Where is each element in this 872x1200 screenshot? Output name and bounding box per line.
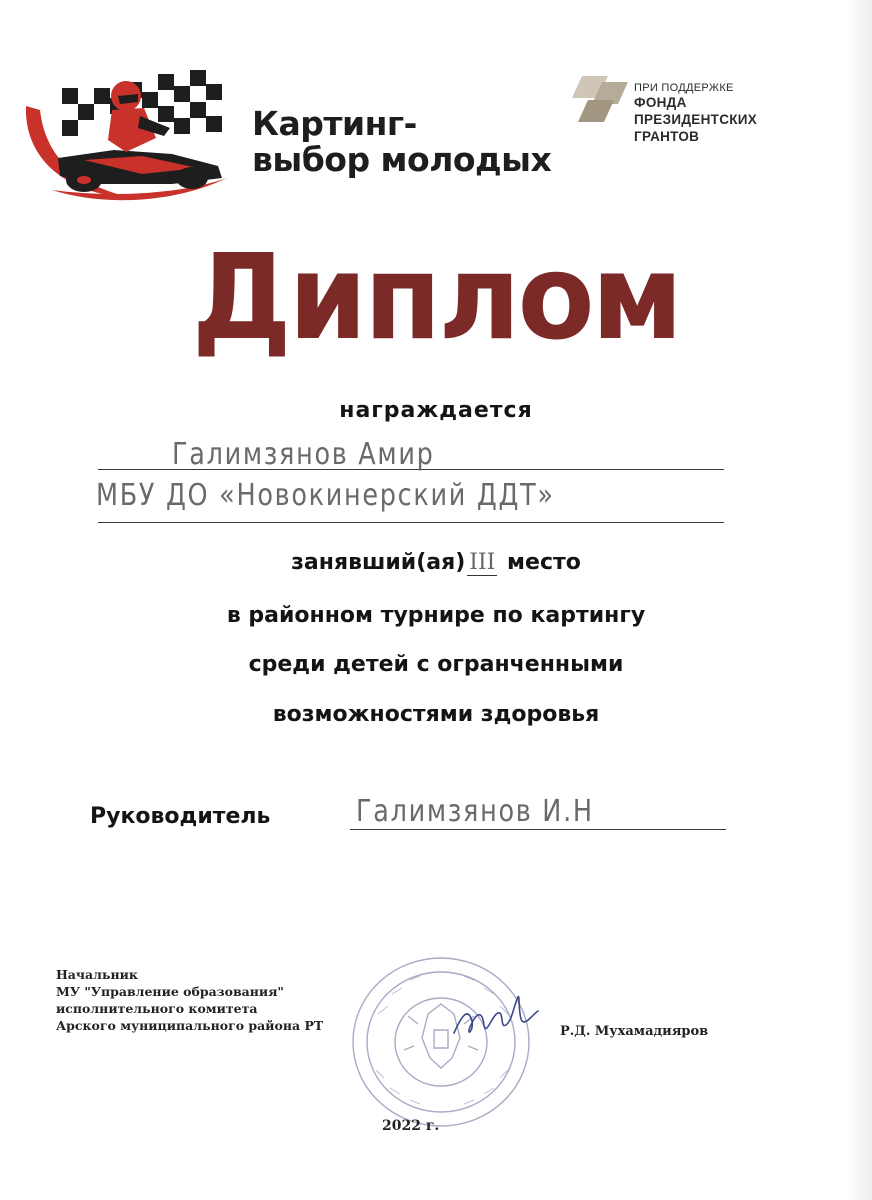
handwritten-signature bbox=[448, 985, 548, 1055]
chief-line-1: Начальник bbox=[56, 967, 138, 982]
issue-year: 2022 г. bbox=[382, 1118, 440, 1134]
chief-title bbox=[56, 966, 323, 1034]
head-name: Галимзянов И.Н bbox=[356, 794, 594, 829]
place-line bbox=[0, 550, 872, 576]
grant-fund-text bbox=[634, 82, 757, 145]
place-value: III bbox=[469, 550, 496, 575]
presidential-grants-fund-logo-icon bbox=[568, 72, 632, 132]
head-label: Руководитель bbox=[90, 804, 271, 829]
chief-line-4: Арского муниципального района РТ bbox=[56, 1018, 324, 1033]
diploma-title: Диплом bbox=[191, 229, 681, 367]
logo-line-1: Картинг- bbox=[252, 104, 417, 143]
place-suffix: место bbox=[507, 550, 581, 575]
karting-logo bbox=[22, 66, 562, 216]
grant-line-presidential: ПРЕЗИДЕНТСКИХ bbox=[634, 112, 758, 127]
chief-line-3: исполнительного комитета bbox=[56, 1001, 258, 1016]
grant-fund-logo bbox=[568, 72, 808, 162]
place-prefix: занявший(ая) bbox=[291, 550, 466, 575]
organization-underline bbox=[98, 522, 724, 523]
grant-line-grants: ГРАНТОВ bbox=[634, 129, 700, 144]
grant-support-label: ПРИ ПОДДЕРЖКЕ bbox=[634, 82, 734, 94]
scan-edge-shadow bbox=[846, 0, 872, 1200]
logo-line-2: выбор молодых bbox=[252, 140, 552, 179]
recipient-name: Галимзянов Амир bbox=[172, 437, 435, 472]
awarded-label: награждается bbox=[339, 398, 533, 423]
chief-name: Р.Д. Мухамадияров bbox=[560, 1024, 709, 1039]
grant-line-fund: ФОНДА bbox=[634, 95, 687, 110]
chief-line-2: МУ "Управление образования" bbox=[56, 984, 284, 999]
head-underline bbox=[350, 829, 726, 830]
description-line-2: среди детей с огранченными bbox=[248, 652, 624, 677]
kart-racer-checkered-flag-icon bbox=[22, 66, 252, 216]
description-line-1: в районном турнире по картингу bbox=[226, 603, 646, 628]
description-line-3: возможностями здоровья bbox=[272, 702, 600, 727]
recipient-organization: МБУ ДО «Новокинерский ДДТ» bbox=[96, 478, 555, 513]
karting-logo-text bbox=[252, 106, 551, 178]
